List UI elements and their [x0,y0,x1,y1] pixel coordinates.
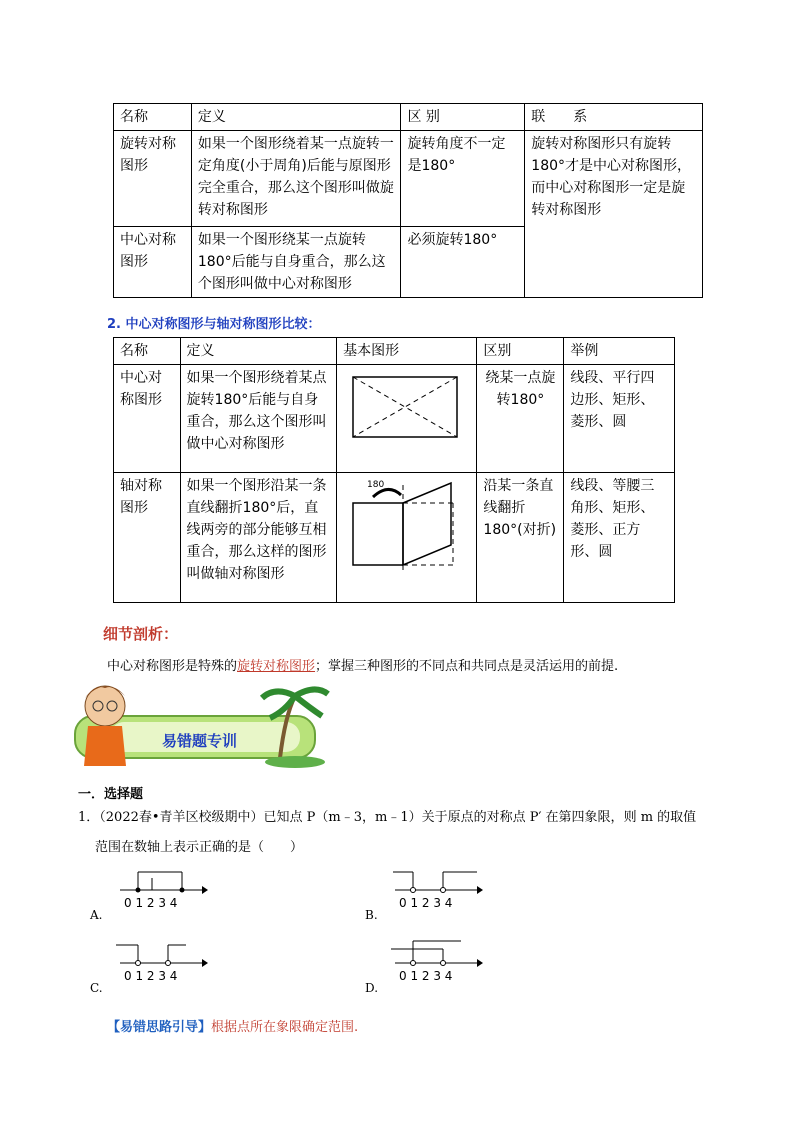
table-cell-name: 轴对称图形 [114,473,181,603]
number-line-a [90,862,210,912]
header-cell: 名称 [114,338,181,365]
option-d[interactable] [365,935,485,995]
table-row [114,473,675,603]
axis-ticks: 0 1 2 3 4 [124,969,178,983]
table-cell-relation: 旋转对称图形只有旋转180°才是中心对称图形，而中心对称图形一定是旋转对称图形 [525,131,703,298]
option-label: C. [90,981,103,995]
axis-ticks: 0 1 2 3 4 [399,896,453,910]
header-cell: 区 别 [401,104,525,131]
comparison-table-1 [113,103,703,298]
table-cell-example: 线段、平行四边形、矩形、菱形、圆 [564,365,675,473]
header-cell: 举例 [564,338,675,365]
table-cell-name: 中心对称图形 [114,227,192,298]
axis-ticks: 0 1 2 3 4 [124,896,178,910]
table-cell-figure [337,473,477,603]
option-label: B. [365,908,378,922]
section-heading: 2. 中心对称图形与轴对称图形比较： [107,317,321,332]
table-cell-definition: 如果一个图形沿某一条直线翻折180°后，直线两旁的部分能够互相重合，那么这样的图形叫做轴对称图形 [180,473,337,603]
option-b[interactable] [365,862,485,922]
table-cell-difference: 绕某一点旋转180° [477,365,564,473]
table-cell-difference: 必须旋转180° [401,227,525,298]
header-cell: 联 系 [525,104,703,131]
comparison-table-2 [113,337,675,603]
axis-fold-figure [343,475,467,575]
option-a[interactable] [90,862,210,922]
question-1-line-1: 1．（2022春•青羊区校级期中）已知点 P（m﹣3，m﹣1）关于原点的对称点 P′ 在第四象限，则 m 的取值 [78,810,697,825]
section-choice-questions: 一．选择题 [78,787,144,802]
detail-title: 细节剖析： [103,625,179,643]
number-line-c [90,935,210,985]
option-label: A. [90,908,103,922]
table-cell-difference: 旋转角度不一定是180° [401,131,525,227]
header-cell: 定义 [180,338,337,365]
header-cell: 基本图形 [337,338,477,365]
table-header-row [114,104,703,131]
banner-title: 易错题专训 [162,732,238,750]
hint-line [107,1016,358,1035]
detail-text: 中心对称图形是特殊的 [107,659,238,674]
table-cell-name: 中心对称图形 [114,365,181,473]
hint-label: 【易错思路引导】 [107,1020,212,1035]
option-c[interactable] [90,935,210,995]
table-header-row [114,338,675,365]
hint-text: 根据点所在象限确定范围. [211,1020,359,1035]
table-cell-difference: 沿某一条直线翻折180°(对折) [477,473,564,603]
table-row [114,131,703,227]
header-cell: 名称 [114,104,192,131]
figure-label: 180 [367,480,385,490]
table-row [114,365,675,473]
detail-paragraph [107,655,618,674]
option-label: D. [365,981,379,995]
error-topic-banner [70,676,335,771]
detail-highlight: 旋转对称图形 [237,659,316,674]
table-cell-definition: 如果一个图形绕着某点旋转180°后能与自身重合，那么这个图形叫做中心对称图形 [180,365,337,473]
detail-text: ；掌握三种图形的不同点和共同点是灵活运用的前提. [315,659,619,674]
banner-illustration [70,676,335,771]
table-cell-name: 旋转对称图形 [114,131,192,227]
table-cell-example: 线段、等腰三角形、矩形、菱形、正方形、圆 [564,473,675,603]
number-line-b [365,862,485,912]
header-cell: 定义 [191,104,401,131]
table-cell-definition: 如果一个图形绕某一点旋转180°后能与自身重合，那么这个图形叫做中心对称图形 [191,227,401,298]
center-symmetric-rectangle-figure [343,367,467,447]
axis-ticks: 0 1 2 3 4 [399,969,453,983]
header-cell: 区别 [477,338,564,365]
table-cell-figure [337,365,477,473]
table-cell-definition: 如果一个图形绕着某一点旋转一定角度(小于周角)后能与原图形完全重合，那么这个图形叫做旋转对称图形 [191,131,401,227]
question-1-line-2: 范围在数轴上表示正确的是（ ） [95,840,304,855]
number-line-d [365,935,485,985]
